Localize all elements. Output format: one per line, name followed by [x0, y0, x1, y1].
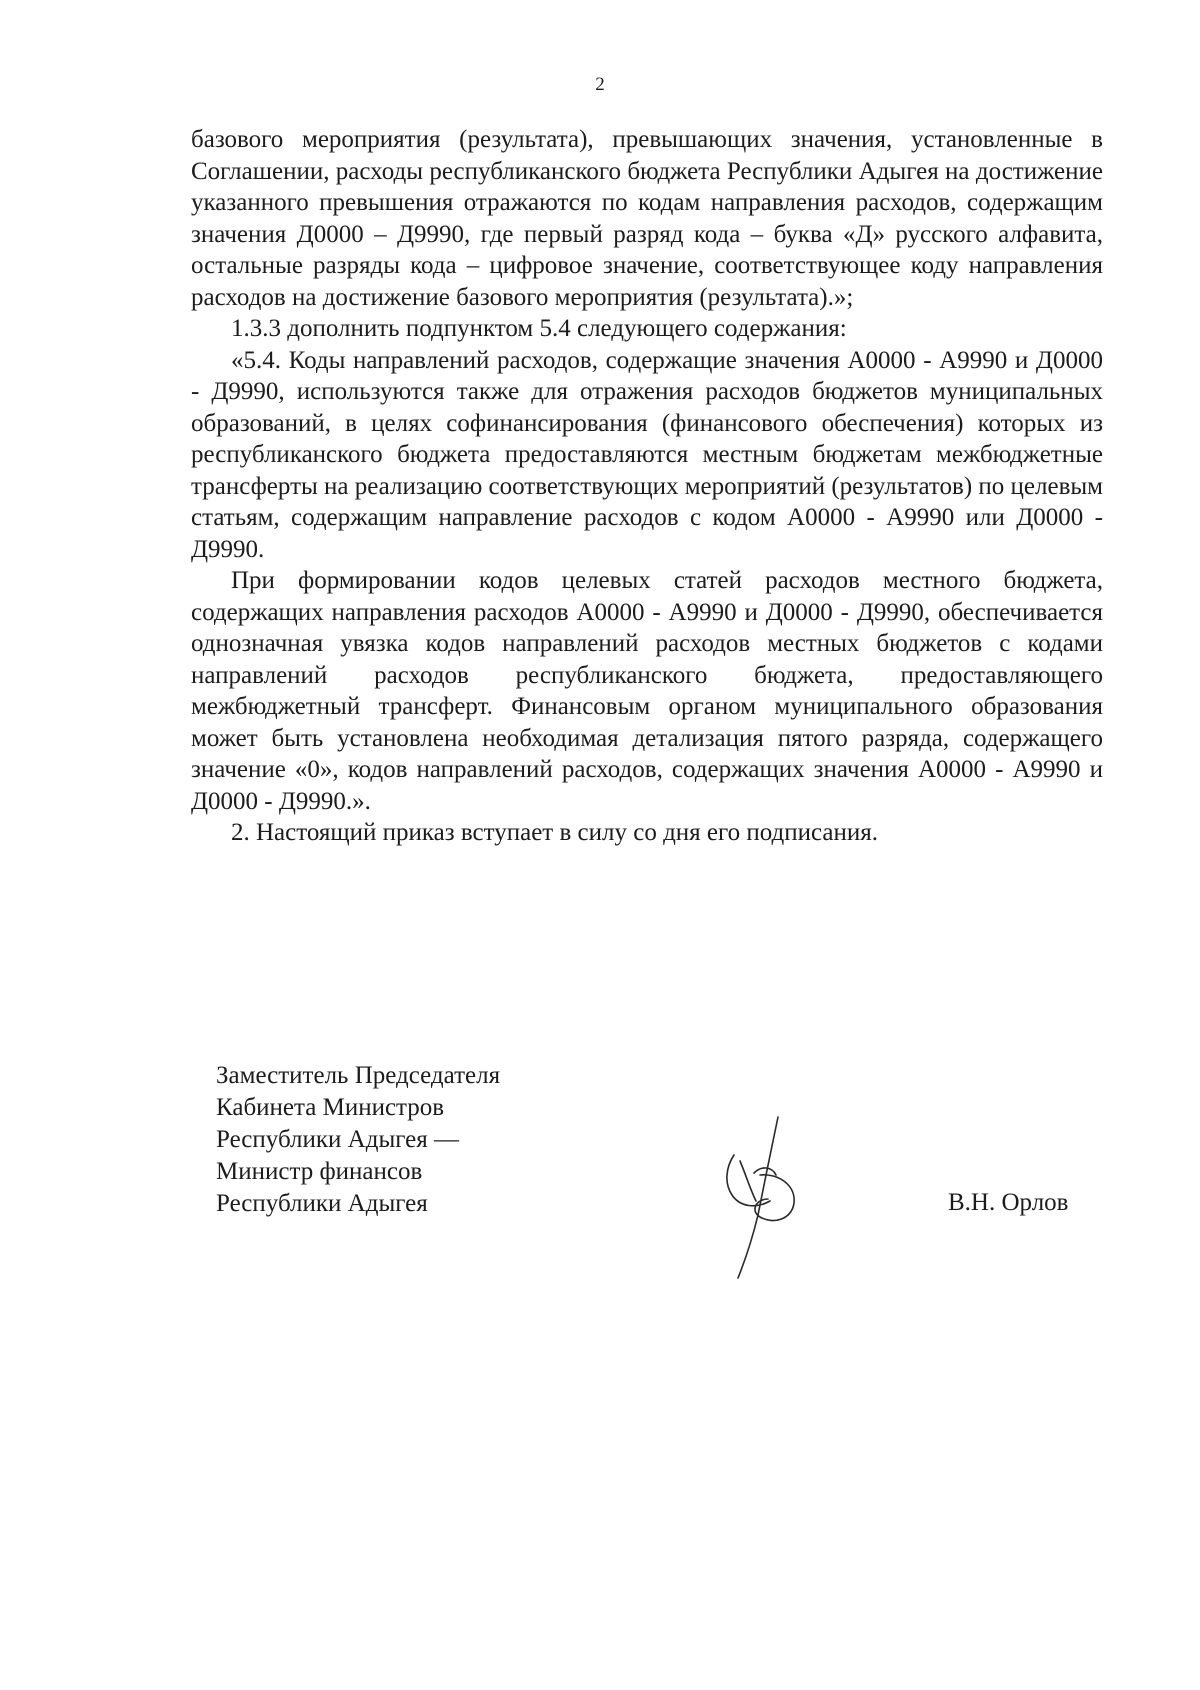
- signatory-position: [216, 1060, 500, 1220]
- position-line: Республики Адыгея: [216, 1190, 428, 1217]
- paragraph-1: базового мероприятия (результата), превышающих значения, установленные в Соглашении, расходы республиканского бюджета Республики Адыгея на достижение указанного превышения отражаются по кодам направления расходов, содержащим значения Д0000 – Д9990, где первый разряд кода – буква «Д» русского алфавита, остальные разряды кода – цифровое значение, соответствующее коду направления расходов на достижение базового мероприятия (результата).»;: [191, 126, 1103, 311]
- position-line: Заместитель Председателя: [216, 1062, 501, 1089]
- position-line: Республики Адыгея —: [216, 1126, 460, 1153]
- paragraph-3: «5.4. Коды направлений расходов, содержащие значения А0000 - А9990 и Д0000 - Д9990, используются также для отражения расходов бюджетов муниципальных образований, в целях софинансирования (финансового обеспечения) которых из республиканского бюджета предоставляются местным бюджетам межбюджетные трансферты на реализацию соответствующих мероприятий (результатов) по целевым статьям, содержащим направление расходов с кодом А0000 - А9990 или Д0000 - Д9990.: [191, 346, 1103, 563]
- document-body: [191, 124, 1103, 849]
- position-line: Кабинета Министров: [216, 1094, 445, 1121]
- signatory-name: В.Н. Орлов: [948, 1189, 1069, 1216]
- paragraph-5: 2. Настоящий приказ вступает в силу со дня его подписания.: [231, 819, 879, 846]
- page-number: 2: [595, 74, 605, 95]
- paragraph-4: При формировании кодов целевых статей расходов местного бюджета, содержащих направления расходов А0000 - А9990 и Д0000 - Д9990, обеспечивается однозначная увязка кодов направлений расходов местных бюджетов с кодами направлений расходов республиканского бюджета, предоставляющего межбюджетный трансферт. Финансовым органом муниципального образования может быть установлена необходимая детализация пятого разряда, содержащего значение «0», кодов направлений расходов, содержащих значения А0000 - А9990 и Д0000 - Д9990.».: [191, 567, 1103, 815]
- paragraph-2: 1.3.3 дополнить подпунктом 5.4 следующего содержания:: [231, 315, 847, 342]
- position-line: Министр финансов: [216, 1158, 423, 1185]
- handwritten-signature: [720, 1115, 810, 1280]
